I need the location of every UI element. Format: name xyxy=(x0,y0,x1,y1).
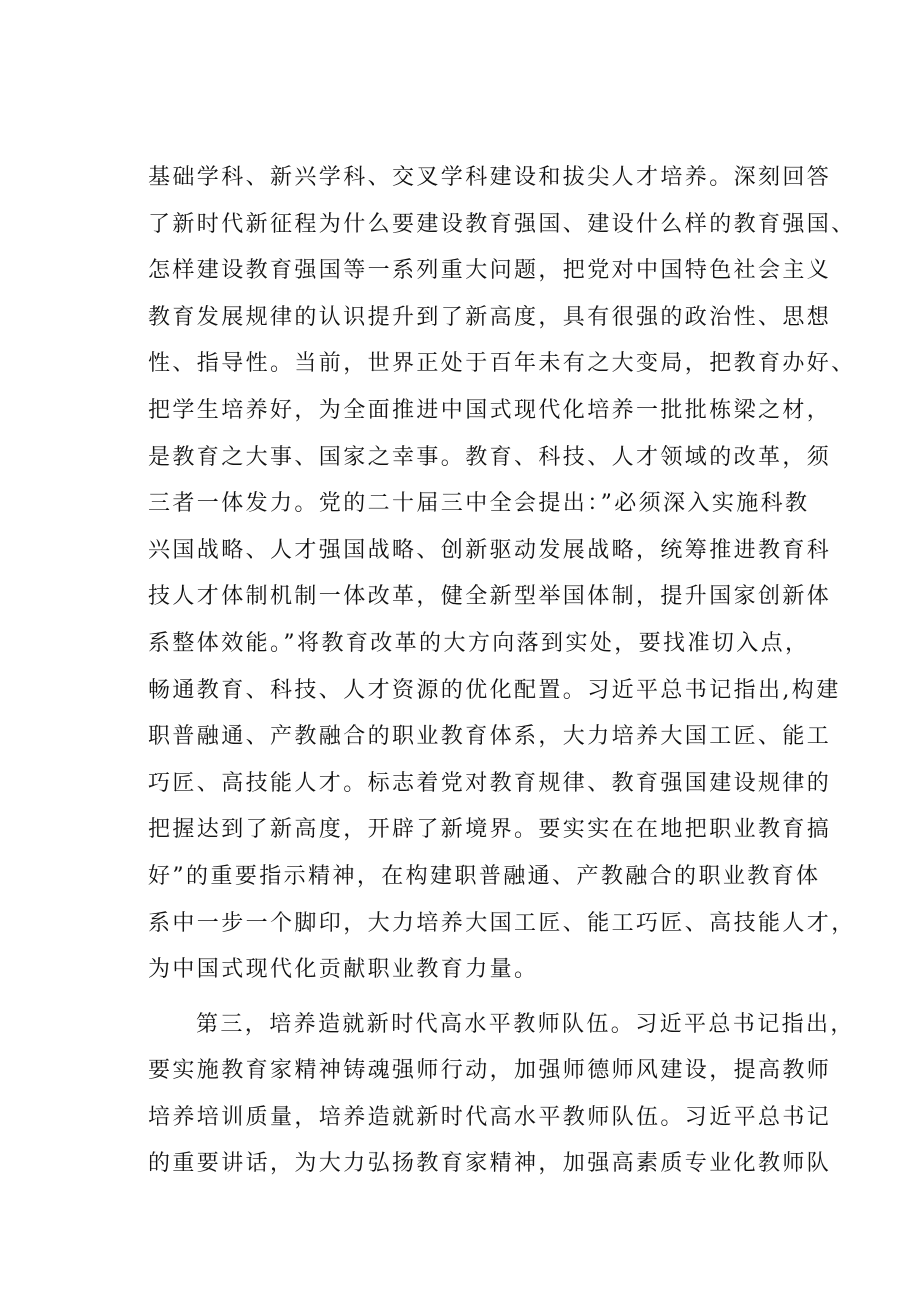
text-line: 教育发展规律的认识提升到了新高度，具有很强的政治性、思想 xyxy=(148,304,832,330)
text-line: 把学生培养好，为全面推进中国式现代化培养一批批栋梁之材， xyxy=(148,397,832,423)
text-line: 把握达到了新高度，开辟了新境界。要实实在在地把职业教育搞 xyxy=(148,817,832,843)
text-line: 基础学科、新兴学科、交叉学科建设和拔尖人才培养。深刻回答 xyxy=(148,165,832,190)
text-line: 巧匠、高技能人才。标志着党对教育规律、教育强国建设规律的 xyxy=(148,770,832,796)
text-line: 是教育之大事、国家之幸事。教育、科技、人才领域的改革，须 xyxy=(148,444,832,470)
paragraph-1 xyxy=(148,155,856,994)
paragraph-gap xyxy=(148,994,808,1002)
paragraph-2 xyxy=(148,1002,855,1188)
text-line: 要实施教育家精神铸魂强师行动，加强师德师风建设，提高教师 xyxy=(148,1058,832,1084)
text-line: 技人才体制机制一体改革，健全新型举国体制，提升国家创新体 xyxy=(148,584,832,610)
text-line: 了新时代新征程为什么要建设教育强国、建设什么样的教育强国、 xyxy=(148,211,856,237)
text-line: 怎样建设教育强国等一系列重大问题，把党对中国特色社会主义 xyxy=(148,258,832,284)
text-line: 职普融通、产教融合的职业教育体系，大力培养大国工匠、能工 xyxy=(148,724,832,750)
text-line: 好”的重要指示精神，在构建职普融通、产教融合的职业教育体 xyxy=(148,863,821,889)
text-line: 性、指导性。当前，世界正处于百年未有之大变局，把教育办好、 xyxy=(148,351,856,377)
text-line: 培养培训质量，培养造就新时代高水平教师队伍。习近平总书记 xyxy=(148,1104,832,1130)
text-line: 三者一体发力。党的二十届三中全会提出：”必须深入实施科教 xyxy=(148,491,810,517)
text-line: 为中国式现代化贡献职业教育力量。 xyxy=(148,957,539,983)
text-line: 第三，培养造就新时代高水平教师队伍。习近平总书记指出， xyxy=(196,1011,855,1037)
text-line: 兴国战略、人才强国战略、创新驱动发展战略，统筹推进教育科 xyxy=(148,537,832,563)
document-body xyxy=(148,155,856,1188)
text-line: 系整体效能。”将教育改革的大方向落到实处，要找准切入点， xyxy=(148,630,810,656)
text-line: 畅通教育、科技、人才资源的优化配置。习近平总书记指出,构建 xyxy=(148,677,841,703)
text-line: 系中一步一个脚印，大力培养大国工匠、能工巧匠、高技能人才， xyxy=(148,910,856,936)
text-line: 的重要讲话，为大力弘扬教育家精神，加强高素质专业化教师队 xyxy=(148,1151,832,1177)
